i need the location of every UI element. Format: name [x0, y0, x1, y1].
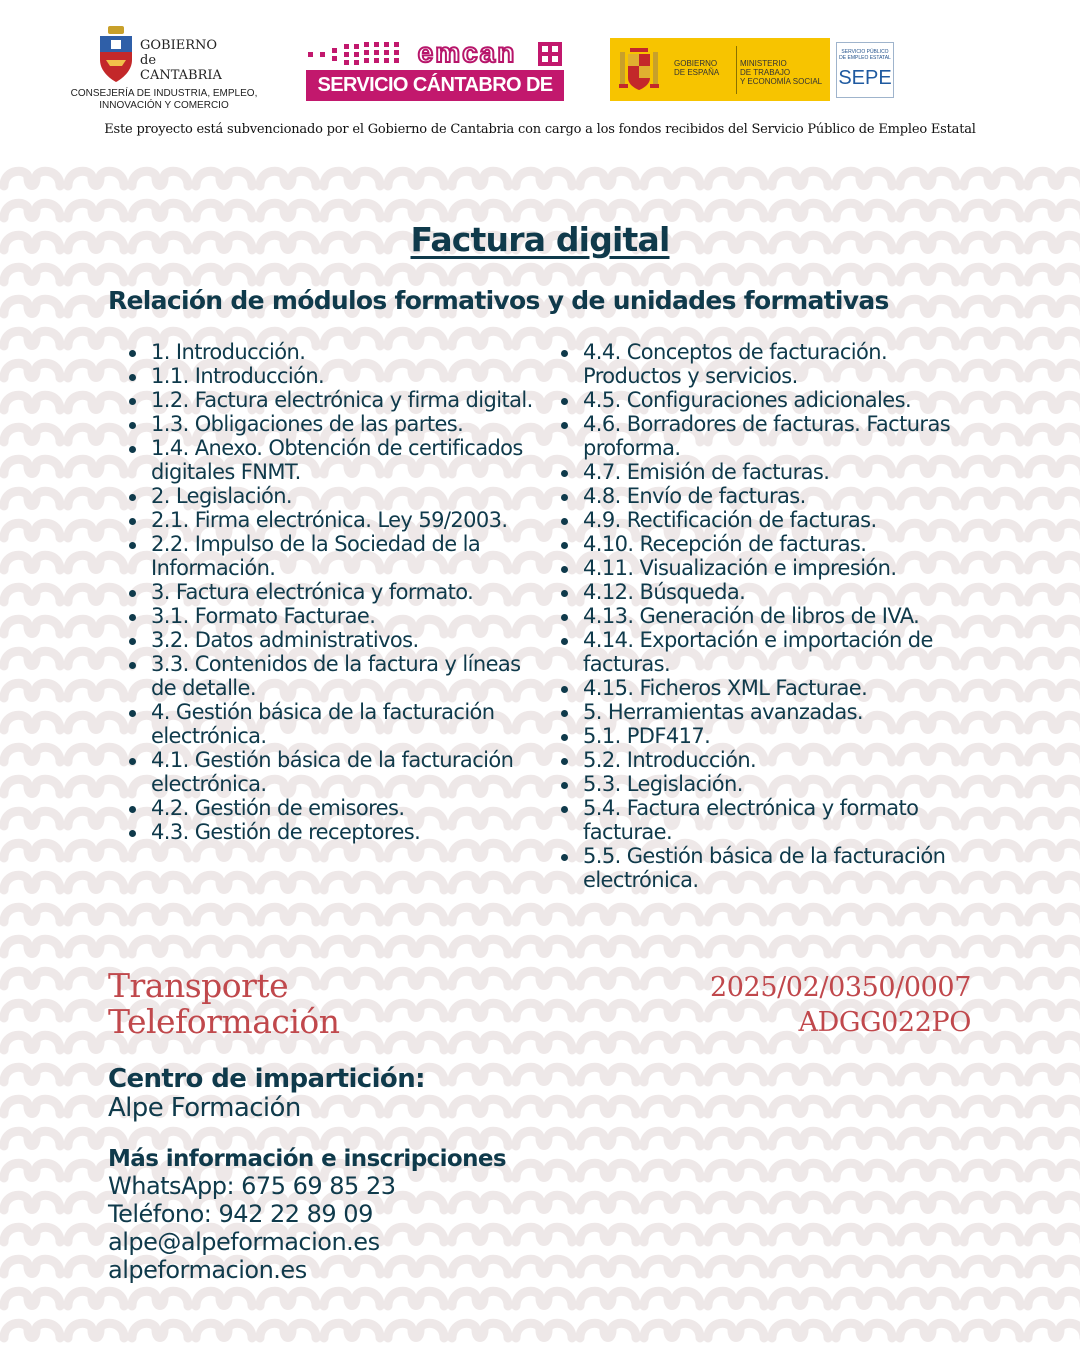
- module-item: 4.7. Emisión de facturas.: [558, 460, 978, 484]
- modules-heading: Relación de módulos formativos y de unidades formativas: [108, 286, 889, 315]
- module-item: 5.5. Gestión básica de la facturación electrónica.: [558, 844, 978, 892]
- module-item: 4.8. Envío de facturas.: [558, 484, 978, 508]
- module-item: 1.1. Introducción.: [126, 364, 546, 388]
- module-item: 5.4. Factura electrónica y formato facturae.: [558, 796, 978, 844]
- module-item: 5.2. Introducción.: [558, 748, 978, 772]
- logo-divider: [736, 46, 737, 94]
- gobierno-espana-line1: GOBIERNO: [674, 59, 718, 68]
- module-item: 5.1. PDF417.: [558, 724, 978, 748]
- consejeria-line2: INNOVACIÓN Y COMERCIO: [99, 100, 229, 111]
- module-item: 4.2. Gestión de emisores.: [126, 796, 546, 820]
- module-item: 4.13. Generación de libros de IVA.: [558, 604, 978, 628]
- spain-coat-of-arms-icon: [618, 44, 660, 94]
- module-item: 4.6. Borradores de facturas. Facturas proforma.: [558, 412, 978, 460]
- sepe-logo: [836, 42, 894, 98]
- emcan-wordmark: emcan: [417, 37, 517, 68]
- cantabria-shield-icon: [98, 24, 134, 84]
- website-link[interactable]: alpeformacion.es: [108, 1256, 307, 1284]
- module-item: 5. Herramientas avanzadas.: [558, 700, 978, 724]
- course-modality-block: [108, 968, 528, 1040]
- course-code: ADGG022PO: [798, 1007, 971, 1038]
- gobierno-espana-logo: [610, 38, 830, 101]
- email-link[interactable]: alpe@alpeformacion.es: [108, 1228, 380, 1256]
- modules-list-right: [558, 340, 978, 892]
- cantabria-line3: CANTABRIA: [140, 68, 222, 83]
- header: [0, 0, 1080, 160]
- module-item: 4.9. Rectificación de facturas.: [558, 508, 978, 532]
- module-item: 4.10. Recepción de facturas.: [558, 532, 978, 556]
- module-item: 4. Gestión básica de la facturación electrónica.: [126, 700, 546, 748]
- module-item: 3.2. Datos administrativos.: [126, 628, 546, 652]
- module-item: 5.3. Legislación.: [558, 772, 978, 796]
- ministerio-line3: Y ECONOMÍA SOCIAL: [740, 77, 823, 86]
- info-heading: Más información e inscripciones: [108, 1146, 506, 1172]
- subsidy-note: Este proyecto está subvencionado por el Gobierno de Cantabria con cargo a los fondos recibidos del Servicio Público de Empleo Estatal: [104, 122, 976, 137]
- course-flyer: [0, 160, 1080, 1350]
- module-item: 4.5. Configuraciones adicionales.: [558, 388, 978, 412]
- module-item: 1. Introducción.: [126, 340, 546, 364]
- module-item: 3.1. Formato Facturae.: [126, 604, 546, 628]
- course-codes-block: [560, 970, 971, 1040]
- module-item: 1.3. Obligaciones de las partes.: [126, 412, 546, 436]
- module-item: 4.14. Exportación e importación de facturas.: [558, 628, 978, 676]
- module-item: 2.2. Impulso de la Sociedad de la Información.: [126, 532, 546, 580]
- centro-heading: Centro de impartición:: [108, 1064, 425, 1094]
- module-item: 4.15. Ficheros XML Facturae.: [558, 676, 978, 700]
- file-code: 2025/02/0350/0007: [710, 972, 971, 1003]
- cantabria-line1: GOBIERNO: [140, 38, 218, 53]
- ministerio-line2: DE TRABAJO: [740, 68, 791, 77]
- modules-list-left: [126, 340, 546, 844]
- whatsapp-contact[interactable]: WhatsApp: 675 69 85 23: [108, 1172, 396, 1200]
- module-item: 4.12. Búsqueda.: [558, 580, 978, 604]
- ministerio-line1: MINISTERIO: [740, 59, 787, 68]
- cantabria-line2: de: [140, 53, 157, 68]
- gobierno-espana-line2: DE ESPAÑA: [674, 68, 720, 77]
- module-item: 4.11. Visualización e impresión.: [558, 556, 978, 580]
- sepe-small-line1: SERVICIO PÚBLICO: [841, 49, 889, 55]
- module-item: 3.3. Contenidos de la factura y líneas de detalle.: [126, 652, 546, 700]
- sector-label: Transporte: [108, 966, 289, 1005]
- course-title: Factura digital: [410, 220, 670, 259]
- module-item: 4.3. Gestión de receptores.: [126, 820, 546, 844]
- emcan-bar-text: SERVICIO CÁNTABRO DE EMPLEO: [306, 70, 564, 101]
- sepe-small-line2: DE EMPLEO ESTATAL: [839, 55, 891, 61]
- emcan-logo: [306, 37, 564, 127]
- module-item: 3. Factura electrónica y formato.: [126, 580, 546, 604]
- modality-label: Teleformación: [108, 1002, 340, 1041]
- module-item: 2.1. Firma electrónica. Ley 59/2003.: [126, 508, 546, 532]
- gobierno-cantabria-logo: [68, 22, 260, 114]
- module-item: 2. Legislación.: [126, 484, 546, 508]
- module-item: 4.4. Conceptos de facturación. Productos y servicios.: [558, 340, 978, 388]
- module-item: 4.1. Gestión básica de la facturación electrónica.: [126, 748, 546, 796]
- module-item: 1.4. Anexo. Obtención de certificados digitales FNMT.: [126, 436, 546, 484]
- phone-contact[interactable]: Teléfono: 942 22 89 09: [108, 1200, 373, 1228]
- module-item: 1.2. Factura electrónica y firma digital.: [126, 388, 546, 412]
- sepe-wordmark: SEPE: [838, 67, 892, 89]
- consejeria-line1: CONSEJERÍA DE INDUSTRIA, EMPLEO,: [70, 88, 258, 99]
- centro-name: Alpe Formación: [108, 1093, 301, 1123]
